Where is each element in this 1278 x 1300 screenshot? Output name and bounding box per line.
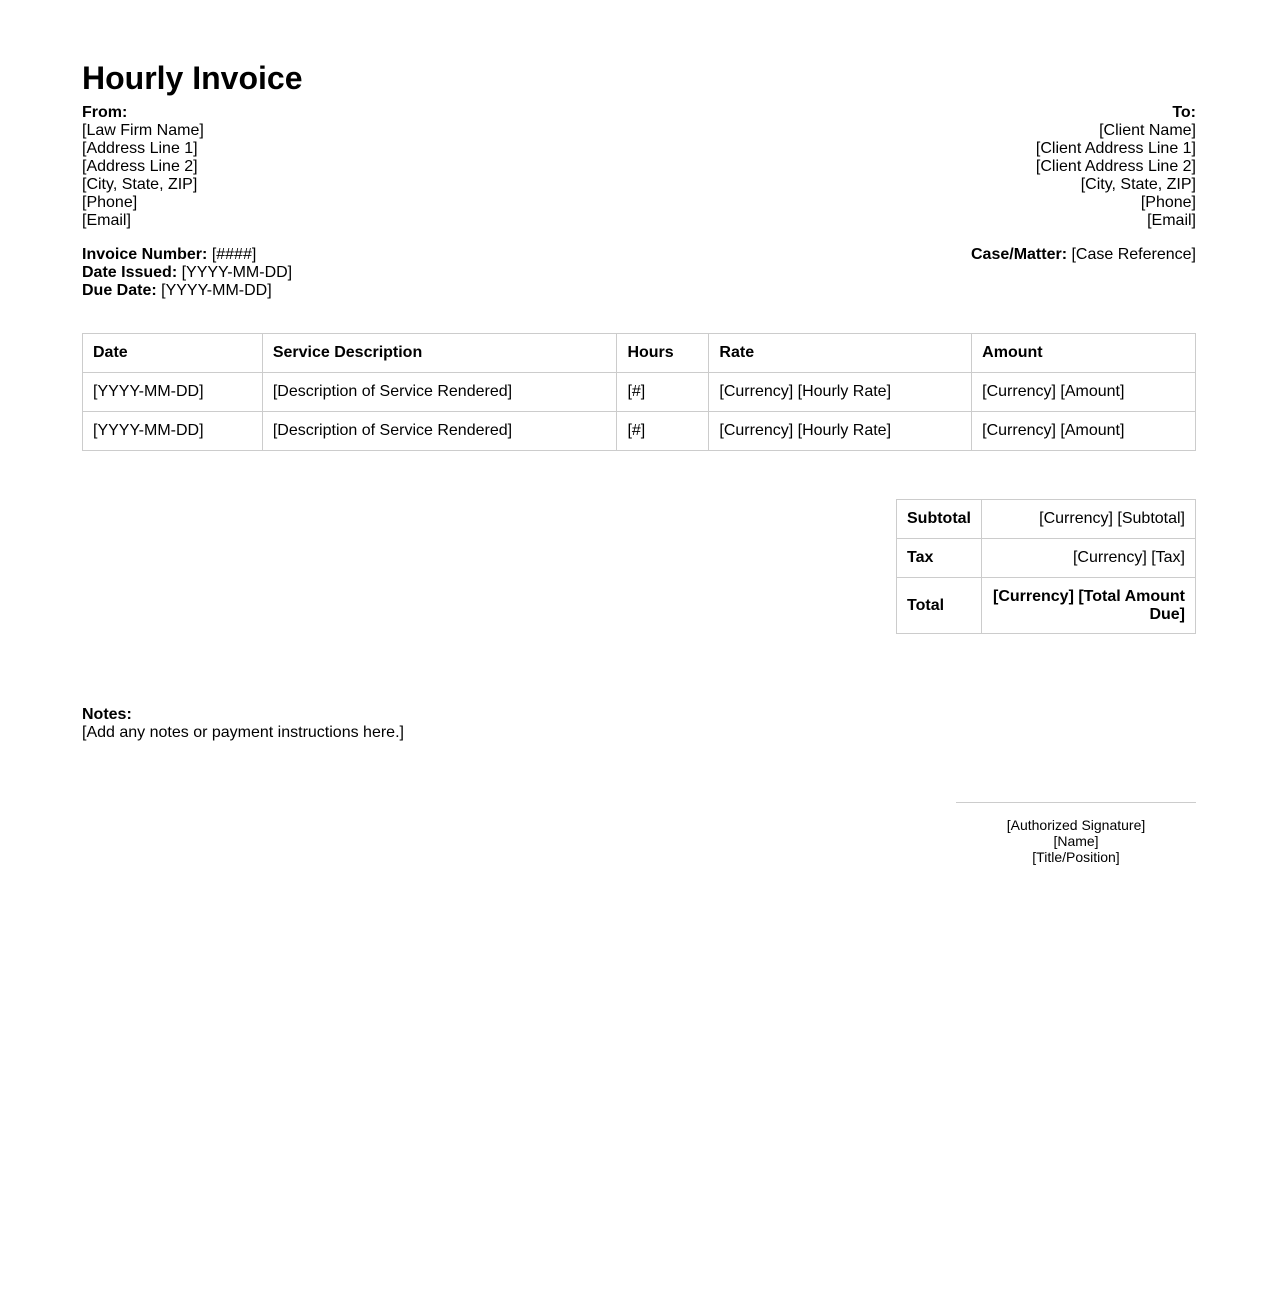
invoice-meta — [82, 246, 292, 300]
col-description: Service Description — [262, 334, 617, 373]
line-items-table — [82, 333, 1196, 451]
subtotal-value: [Currency] [Subtotal] — [982, 500, 1196, 539]
date-issued-value: [YYYY-MM-DD] — [181, 264, 293, 281]
to-city-state-zip: [City, State, ZIP] — [1080, 176, 1196, 193]
notes-section — [82, 706, 404, 742]
page-title: Hourly Invoice — [82, 60, 303, 96]
from-label: From: — [82, 104, 128, 121]
to-email: [Email] — [1147, 212, 1196, 229]
cell-date: [YYYY-MM-DD] — [83, 373, 263, 412]
signature-block — [956, 802, 1196, 865]
to-phone: [Phone] — [1140, 194, 1196, 211]
invoice-number-row — [82, 246, 292, 264]
to-block — [1036, 104, 1196, 230]
from-phone: [Phone] — [82, 194, 138, 211]
col-hours: Hours — [617, 334, 709, 373]
to-label: To: — [1172, 104, 1196, 121]
cell-hours: [#] — [617, 412, 709, 451]
signature-line: [Authorized Signature] — [1006, 817, 1146, 833]
total-label: Total — [897, 578, 982, 634]
notes-text: [Add any notes or payment instructions here.] — [82, 724, 404, 741]
due-date-label: Due Date: — [82, 282, 157, 299]
cell-rate: [Currency] [Hourly Rate] — [709, 412, 972, 451]
from-city-state-zip: [City, State, ZIP] — [82, 176, 198, 193]
date-issued-label: Date Issued: — [82, 264, 178, 281]
due-date-value: [YYYY-MM-DD] — [161, 282, 272, 299]
to-client-name: [Client Name] — [1099, 122, 1196, 139]
due-date-row — [82, 282, 292, 300]
table-row — [83, 412, 1196, 451]
tax-value: [Currency] [Tax] — [982, 539, 1196, 578]
signature-title: [Title/Position] — [1032, 849, 1120, 865]
cell-date: [YYYY-MM-DD] — [83, 412, 263, 451]
col-date: Date — [83, 334, 263, 373]
total-row — [897, 578, 1196, 634]
date-issued-row — [82, 264, 292, 282]
totals-table — [896, 499, 1196, 634]
notes-label: Notes: — [82, 706, 132, 723]
signature-name: [Name] — [1053, 833, 1099, 849]
case-value: [Case Reference] — [1071, 246, 1196, 263]
from-email: [Email] — [82, 212, 131, 229]
total-value: [Currency] [Total Amount Due] — [982, 578, 1196, 634]
invoice-number-value: [####] — [211, 246, 257, 263]
subtotal-label: Subtotal — [897, 500, 982, 539]
invoice-number-label: Invoice Number: — [82, 246, 208, 263]
case-matter — [971, 246, 1196, 264]
from-firm-name: [Law Firm Name] — [82, 122, 204, 139]
from-block — [82, 104, 204, 230]
cell-description: [Description of Service Rendered] — [262, 412, 617, 451]
cell-hours: [#] — [617, 373, 709, 412]
subtotal-row — [897, 500, 1196, 539]
tax-label: Tax — [897, 539, 982, 578]
table-header-row — [83, 334, 1196, 373]
col-amount: Amount — [972, 334, 1196, 373]
case-label: Case/Matter: — [971, 246, 1068, 263]
col-rate: Rate — [709, 334, 972, 373]
cell-rate: [Currency] [Hourly Rate] — [709, 373, 972, 412]
from-address-1: [Address Line 1] — [82, 140, 198, 157]
tax-row — [897, 539, 1196, 578]
cell-description: [Description of Service Rendered] — [262, 373, 617, 412]
to-address-1: [Client Address Line 1] — [1035, 140, 1196, 157]
table-row — [83, 373, 1196, 412]
to-address-2: [Client Address Line 2] — [1035, 158, 1196, 175]
from-address-2: [Address Line 2] — [82, 158, 198, 175]
cell-amount: [Currency] [Amount] — [972, 412, 1196, 451]
cell-amount: [Currency] [Amount] — [972, 373, 1196, 412]
